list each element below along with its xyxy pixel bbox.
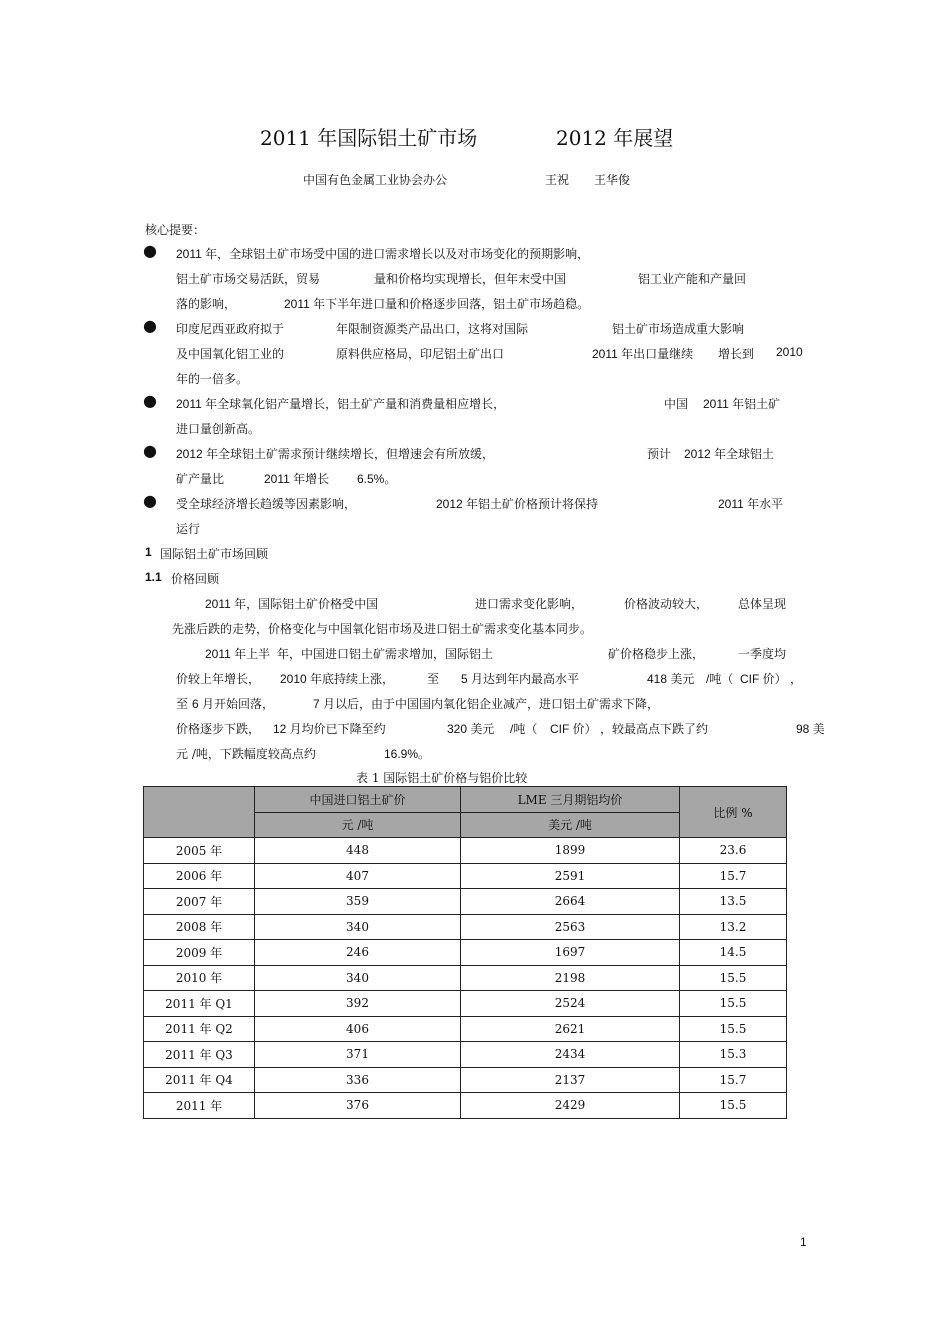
table-cell-lme-price: 2198 — [461, 965, 680, 991]
table-cell-period: 2008 年 — [144, 914, 255, 940]
section-1-1-number: 1.1 — [145, 570, 162, 584]
author-org: 中国有色金属工业协会办公 — [303, 173, 448, 187]
table-cell-ratio: 23.6 — [680, 838, 787, 864]
para-2-line-1b: 年，中国进口铝土矿需求增加，国际铝土 — [277, 647, 494, 661]
bullet-3-line-1a: 2011 年全球氧化铝产量增长，铝土矿产量和消费量相应增长， — [176, 397, 506, 411]
table-cell-ratio: 15.5 — [680, 991, 787, 1017]
para-1-line-1b: 进口需求变化影响， — [475, 597, 584, 611]
para-2-line-3c: 7 月以后，由于中国国内氧化铝企业减产，进口铝土矿需求下降， — [313, 697, 660, 711]
table-row — [144, 1093, 787, 1119]
table-cell-ratio: 15.5 — [680, 1093, 787, 1119]
para-2-line-2d: 5 月达到年内最高水平 — [461, 672, 580, 686]
table-cell-period: 2011 年 Q4 — [144, 1067, 255, 1093]
table-cell-bauxite-price: 448 — [255, 838, 461, 864]
bullet-1-line-1: 2011 年，全球铝土矿市场受中国的进口需求增长以及对市场变化的预期影响， — [176, 247, 590, 261]
table-header-col1: 中国进口铝土矿价 — [255, 787, 461, 813]
para-2-line-4g: 98 美 — [796, 722, 825, 736]
table-cell-lme-price: 2137 — [461, 1067, 680, 1093]
para-2-line-3b: 6 月开始回落， — [192, 697, 275, 711]
table-cell-period: 2005 年 — [144, 838, 255, 864]
table-cell-period: 2011 年 — [144, 1093, 255, 1119]
table-header-col3: 比例 % — [680, 787, 787, 838]
table-cell-ratio: 15.5 — [680, 965, 787, 991]
table-row — [144, 1016, 787, 1042]
table-cell-bauxite-price: 371 — [255, 1042, 461, 1068]
para-2-line-3a: 至 — [176, 697, 189, 711]
bullet-5-line-1a: 受全球经济增长趋缓等因素影响， — [176, 497, 357, 511]
para-2-line-4a: 价格逐步下跌， — [176, 722, 261, 736]
para-2-line-2a: 价较上年增长， — [176, 672, 261, 686]
table-cell-lme-price: 2563 — [461, 914, 680, 940]
table-row — [144, 991, 787, 1017]
bullet-4-line-2a: 矿产量比 — [176, 472, 225, 486]
bullet-2-line-2b: 原料供应格局，印尼铝土矿出口 — [336, 347, 505, 361]
table-cell-period: 2010 年 — [144, 965, 255, 991]
table-cell-bauxite-price: 376 — [255, 1093, 461, 1119]
para-2-line-2c: 至 — [427, 672, 440, 686]
para-2-line-2b: 2010 年底持续上涨， — [280, 672, 395, 686]
bullet-2-line-1a: 印度尼西亚政府拟于 — [176, 322, 285, 336]
table-cell-bauxite-price: 340 — [255, 914, 461, 940]
table-cell-period: 2007 年 — [144, 889, 255, 915]
bullet-dot: ● — [143, 391, 157, 410]
bullet-1-line-3a: 落的影响， — [176, 297, 237, 311]
para-1-line-1d: 总体呈现 — [738, 597, 787, 611]
bullet-3-line-1c: 2011 年铝土矿 — [703, 397, 781, 411]
bullet-4-line-2b: 2011 年增长 — [264, 472, 330, 486]
table-cell-bauxite-price: 406 — [255, 1016, 461, 1042]
table-cell-ratio: 15.7 — [680, 863, 787, 889]
bullet-2-line-2c: 2011 年出口量继续 — [592, 347, 694, 361]
table-cell-lme-price: 1697 — [461, 940, 680, 966]
para-1-line-1a: 2011 年，国际铝土矿价格受中国 — [205, 597, 379, 611]
table-row — [144, 914, 787, 940]
bullet-5-line-1b: 2012 年铝土矿价格预计将保持 — [436, 497, 599, 511]
table-header-col2: LME 三月期铝均价 — [461, 787, 680, 813]
bullet-dot: ● — [143, 441, 157, 460]
table-caption: 表 1 国际铝土矿价格与铝价比较 — [356, 771, 528, 785]
bullet-2-line-1c: 铝土矿市场造成重大影响 — [612, 322, 745, 336]
table-cell-period: 2006 年 — [144, 863, 255, 889]
bullet-5-line-1c: 2011 年水平 — [718, 497, 784, 511]
page-number: 1 — [800, 1235, 807, 1249]
table-row — [144, 863, 787, 889]
bullet-1-line-2a: 铝土矿市场交易活跃，贸易 — [176, 272, 321, 286]
table-cell-lme-price: 2664 — [461, 889, 680, 915]
bullet-4-line-1b: 预计 — [647, 447, 672, 461]
bullet-dot: ● — [143, 241, 157, 260]
table-cell-lme-price: 2591 — [461, 863, 680, 889]
para-2-line-2g: CIF 价） — [740, 672, 787, 686]
table-cell-bauxite-price: 336 — [255, 1067, 461, 1093]
bullet-1-line-2c: 铝工业产能和产量回 — [638, 272, 747, 286]
bullet-5-line-2: 运行 — [176, 522, 201, 536]
para-2-line-4d: /吨（ — [510, 722, 538, 736]
para-2-line-4b: 12 月均价已下降至约 — [273, 722, 386, 736]
table-cell-period: 2011 年 Q2 — [144, 1016, 255, 1042]
table-cell-lme-price: 2429 — [461, 1093, 680, 1119]
author-separator: 王祝 — [545, 173, 570, 187]
table-row — [144, 838, 787, 864]
table-row — [144, 1042, 787, 1068]
bullet-dot: ● — [143, 316, 157, 335]
para-2-line-1d: 一季度均 — [738, 647, 787, 661]
table-row — [144, 965, 787, 991]
bullet-4-line-2c: 6.5%。 — [357, 472, 397, 486]
bullet-4-line-1c: 2012 年全球铝土 — [684, 447, 775, 461]
para-1-line-2: 先涨后跌的走势，价格变化与中国氧化铝市场及进口铝土矿需求变化基本同步。 — [172, 622, 593, 636]
para-1-line-1c: 价格波动较大， — [624, 597, 709, 611]
bullet-2-line-3: 年的一倍多。 — [176, 372, 249, 386]
title-part-1: 2011 年国际铝土矿市场 — [260, 126, 478, 150]
table-header-col1-unit: 元 /吨 — [255, 812, 461, 838]
bullet-3-line-2: 进口量创新高。 — [176, 422, 261, 436]
table-cell-bauxite-price: 392 — [255, 991, 461, 1017]
summary-label: 核心提要： — [145, 223, 206, 237]
para-2-line-1a: 2011 年上半 — [205, 647, 271, 661]
price-comparison-table — [143, 786, 787, 1119]
author-name: 王华俊 — [594, 173, 631, 187]
table-row — [144, 1067, 787, 1093]
table-row — [144, 940, 787, 966]
table-cell-lme-price: 2524 — [461, 991, 680, 1017]
table-cell-lme-price: 2434 — [461, 1042, 680, 1068]
table-cell-ratio: 15.5 — [680, 1016, 787, 1042]
table-cell-period: 2011 年 Q1 — [144, 991, 255, 1017]
table-cell-ratio: 13.2 — [680, 914, 787, 940]
title-part-2: 2012 年展望 — [556, 126, 674, 150]
table-cell-bauxite-price: 407 — [255, 863, 461, 889]
table-cell-period: 2009 年 — [144, 940, 255, 966]
para-2-line-4f: ，较最高点下跌了约 — [600, 722, 709, 736]
table-cell-ratio: 14.5 — [680, 940, 787, 966]
para-2-line-5a: 元 /吨，下跌幅度较高点约 — [176, 747, 316, 761]
bullet-1-line-3b: 2011 年下半年进口量和价格逐步回落，铝土矿市场趋稳。 — [284, 297, 590, 311]
section-1-title: 国际铝土矿市场回顾 — [160, 547, 269, 561]
bullet-2-line-1b: 年限制资源类产品出口，这将对国际 — [336, 322, 529, 336]
table-cell-bauxite-price: 359 — [255, 889, 461, 915]
table-cell-bauxite-price: 246 — [255, 940, 461, 966]
bullet-1-line-2b: 量和价格均实现增长，但年末受中国 — [374, 272, 567, 286]
para-2-line-2h: ， — [790, 672, 803, 686]
table-cell-lme-price: 1899 — [461, 838, 680, 864]
table-row — [144, 889, 787, 915]
bullet-2-line-2d: 增长到 — [718, 347, 755, 361]
table-header-col2-unit: 美元 /吨 — [461, 812, 680, 838]
bullet-2-line-2a: 及中国氧化铝工业的 — [176, 347, 285, 361]
section-1-number: 1 — [145, 545, 152, 559]
table-cell-period: 2011 年 Q3 — [144, 1042, 255, 1068]
para-2-line-2f: /吨（ — [706, 672, 734, 686]
section-1-1-title: 价格回顾 — [171, 572, 220, 586]
table-cell-ratio: 15.3 — [680, 1042, 787, 1068]
bullet-3-line-1b: 中国 — [664, 397, 689, 411]
para-2-line-5b: 16.9%。 — [384, 747, 431, 761]
table-cell-ratio: 15.7 — [680, 1067, 787, 1093]
table-cell-lme-price: 2621 — [461, 1016, 680, 1042]
table-cell-ratio: 13.5 — [680, 889, 787, 915]
bullet-4-line-1a: 2012 年全球铝土矿需求预计继续增长，但增速会有所放缓， — [176, 447, 495, 461]
table-cell-bauxite-price: 340 — [255, 965, 461, 991]
para-2-line-4e: CIF 价） — [550, 722, 597, 736]
bullet-dot: ● — [143, 491, 157, 510]
para-2-line-1c: 矿价格稳步上涨， — [608, 647, 705, 661]
table-header-corner — [144, 787, 255, 838]
bullet-2-line-2e: 2010 — [776, 345, 803, 359]
para-2-line-2e: 418 美元 — [647, 672, 695, 686]
para-2-line-4c: 320 美元 — [447, 722, 495, 736]
